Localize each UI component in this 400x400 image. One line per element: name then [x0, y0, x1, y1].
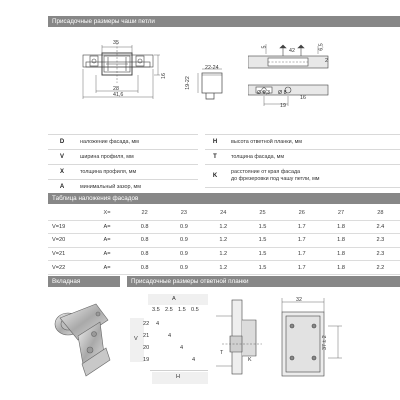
section-header-inset: Вкладная [48, 276, 120, 287]
hinge-photo [48, 294, 120, 394]
plate-front-drawing [272, 296, 344, 380]
grid-col: 0.5 [191, 307, 199, 313]
grid-mark: 4 [156, 321, 160, 327]
dim-16: 16 [160, 73, 167, 79]
table-row: V=21 A= 0.8 0.9 1.2 1.5 1.7 1.8 2.3 [48, 247, 400, 261]
table-header-cell: 22 [125, 207, 164, 220]
plate-t-label: T [220, 350, 224, 356]
dim-41-6: 41,6 [113, 92, 124, 98]
table-header-cell: X= [89, 207, 125, 220]
plate-dim-37: 37 ± 2 [322, 335, 328, 350]
grid-mark: 4 [192, 357, 196, 363]
table-row: V=22 A= 0.8 0.9 1.2 1.5 1.7 1.8 2.2 [48, 261, 400, 275]
dim-28: 28 [113, 86, 119, 92]
dim-16-rail: 16 [300, 95, 306, 101]
plate-dim-32: 32 [296, 297, 302, 303]
plate-k-label: K [248, 357, 252, 363]
section-header-plate-dimensions: Присадочные размеры ответной планки [127, 276, 400, 287]
table-header-cell: 27 [321, 207, 360, 220]
grid-row: 22 [143, 321, 150, 327]
grid-row: 19 [143, 357, 150, 363]
table-row: V=20 A= 0.8 0.9 1.2 1.5 1.7 1.8 2.3 [48, 234, 400, 248]
dim-2: 2 [325, 58, 328, 64]
dim-6-5: 6,5 [318, 43, 325, 51]
section-header-cup-dimensions: Присадочные размеры чаши петли [48, 16, 400, 27]
table-header-cell: 24 [204, 207, 243, 220]
dim-diameter-8: Ø 8 [278, 90, 287, 96]
table-header-cell: 26 [282, 207, 321, 220]
grid-col: 2.5 [165, 307, 173, 313]
section-header-overlay-table: Таблица наложения фасадов [48, 193, 400, 204]
dim-42: 42 [289, 48, 295, 54]
overlay-table [48, 207, 400, 275]
grid-mark: 4 [180, 345, 184, 351]
dim-19-rail: 19 [280, 103, 286, 109]
table-header-cell: 23 [164, 207, 203, 220]
table-header-row [48, 207, 400, 220]
table-header-cell: 25 [243, 207, 282, 220]
table-header-cell: 28 [361, 207, 400, 220]
grid-v-label: V [134, 336, 138, 342]
dim-diameter-6-3: Ø 6,3 [257, 90, 270, 96]
grid-col: 3.5 [152, 307, 160, 313]
dim-35: 35 [113, 40, 119, 46]
plate-side-drawing [212, 296, 266, 378]
dim-19-22: 19-22 [184, 76, 191, 90]
grid-mark: 4 [168, 333, 172, 339]
dim-5: 5 [261, 45, 268, 49]
grid-a-label: A [172, 296, 176, 302]
dim-22-24: 22-24 [205, 65, 219, 71]
hinge-cup-drawing [70, 33, 185, 103]
grid-col: 1.5 [178, 307, 186, 313]
grid-h-label: H [176, 374, 181, 380]
grid-row: 20 [143, 345, 150, 351]
grid-row: 21 [143, 333, 150, 339]
table-row: V=19 A= 0.8 0.9 1.2 1.5 1.7 1.8 2.4 [48, 220, 400, 234]
